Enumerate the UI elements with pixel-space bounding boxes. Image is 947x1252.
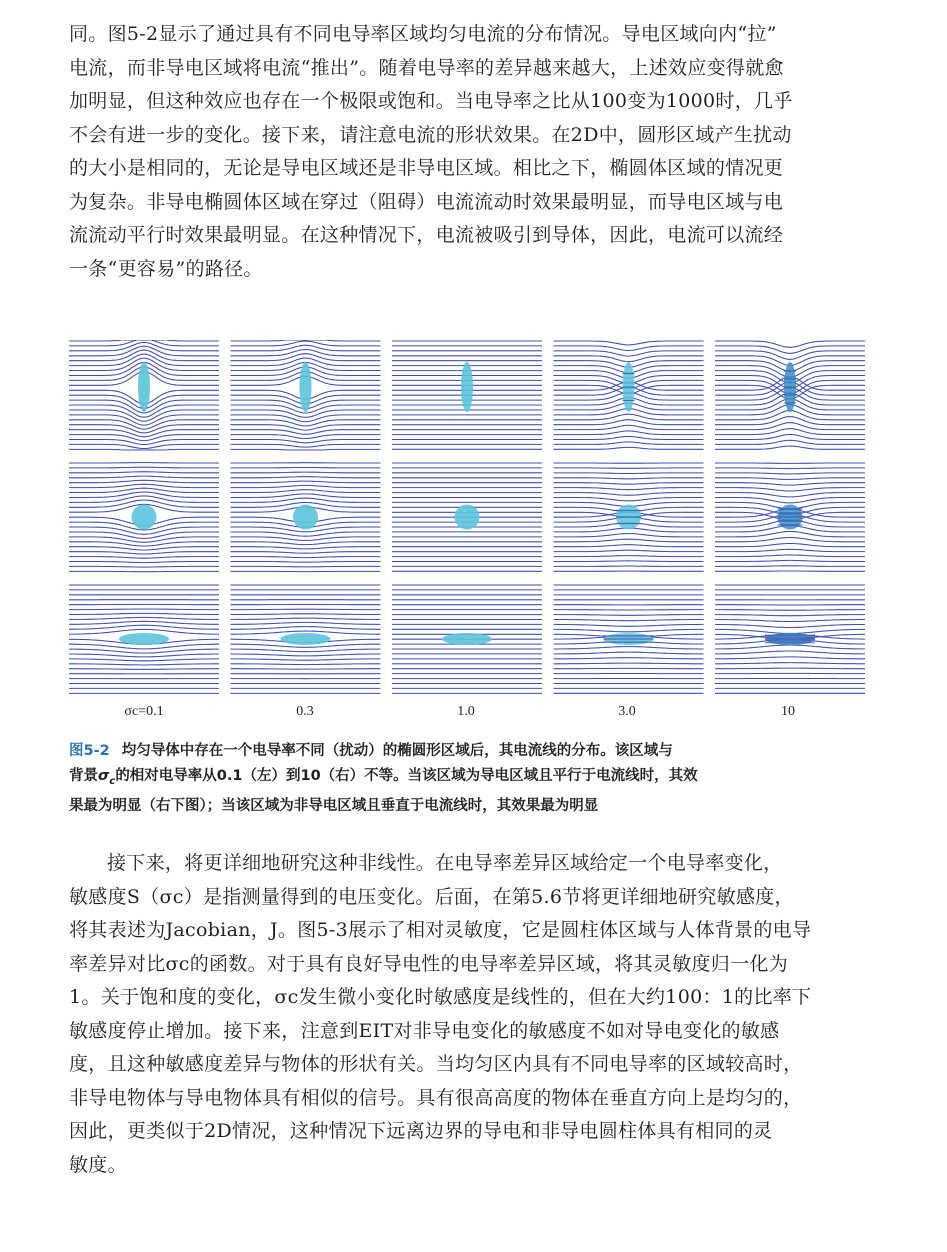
inclusion-region: [461, 362, 473, 412]
current-streamline: [231, 557, 381, 558]
current-streamline: [554, 442, 704, 445]
inclusion-region: [293, 505, 318, 530]
inclusion-region: [119, 633, 169, 645]
text-line: 敏度。: [69, 1153, 127, 1176]
text-line: 因此，更类似于2D情况，这种情况下远离边界的导电和非导电圆柱体具有相同的灵: [69, 1120, 773, 1142]
current-streamline: [69, 649, 219, 653]
current-streamline: [231, 481, 381, 483]
current-streamline: [231, 566, 381, 567]
current-streamline: [554, 663, 704, 664]
current-streamline: [715, 651, 865, 654]
current-streamline: [554, 425, 704, 429]
current-streamline: [715, 435, 865, 440]
current-streamline: [554, 346, 704, 351]
current-streamline: [554, 615, 704, 616]
text-line: 非导电物体与导电物体具有相似的信号。具有很高高度的物体在垂直方向上是均匀的，: [69, 1086, 803, 1109]
current-streamline: [69, 557, 219, 559]
inclusion-region: [132, 505, 157, 530]
current-streamline: [69, 664, 219, 665]
column-label: σc=0.1: [124, 704, 164, 719]
column-label: 1.0: [457, 704, 475, 719]
current-streamline: [554, 624, 704, 626]
current-streamline: [554, 498, 704, 501]
text-line: 度，且这种敏感度差异与物体的形状有关。当均匀区内具有不同电导率的区域较高时，: [69, 1053, 803, 1075]
current-streamline: [69, 552, 219, 554]
current-streamline: [231, 415, 381, 422]
current-streamline: [231, 664, 381, 665]
current-streamline: [69, 625, 219, 629]
inclusion-region: [281, 633, 331, 645]
current-streamline: [231, 547, 381, 549]
current-streamline: [715, 468, 865, 469]
current-streamline: [554, 420, 704, 425]
figure-number: 图5-2: [69, 743, 110, 759]
current-streamline: [231, 494, 381, 498]
current-streamline: [715, 610, 865, 611]
current-streamline: [554, 545, 704, 547]
current-streamline: [715, 417, 865, 425]
text-line: 一条“更容易”的路径。: [69, 257, 263, 280]
current-streamline: [554, 478, 704, 479]
text-line: 同。图5-2显示了通过具有不同电导率区域均匀电流的分布情况。导电区域向内“拉”: [69, 23, 777, 45]
current-streamline: [715, 538, 865, 542]
current-streamline: [231, 435, 381, 439]
current-streamline: [715, 668, 865, 669]
current-streamline: [554, 652, 704, 654]
current-streamline: [69, 609, 219, 610]
streamline-figure: [69, 340, 865, 705]
caption-text: 果最为明显（右下图）；当该区域为非导电区域且垂直于电流线时，其效果最为明显: [69, 797, 599, 814]
current-streamline: [231, 618, 381, 619]
current-streamline: [69, 562, 219, 563]
current-streamline: [715, 624, 865, 627]
text-line: 率差异对比σc的函数。对于具有良好导电性的电导率差异区域，将其灵敏度归一化为: [69, 952, 789, 975]
streamline-panel: [554, 463, 704, 571]
current-streamline: [715, 544, 865, 547]
current-streamline: [715, 473, 865, 474]
text-line: 的大小是相同的，无论是导电区域还是非导电区域。相比之下，椭圆体区域的情况更: [69, 157, 784, 179]
text-line: 敏感度停止增加。接下来，注意到EIT对非导电变化的敏感度不如对导电变化的敏感: [69, 1019, 780, 1042]
text-line: 流流动平行时效果最明显。在这种情况下，电流被吸引到导体，因此，电流可以流经: [69, 224, 784, 246]
current-streamline: [231, 654, 381, 656]
inclusion-region: [300, 362, 312, 412]
current-streamline: [69, 484, 219, 487]
streamline-panel: [392, 585, 542, 693]
current-streamline: [69, 659, 219, 661]
current-streamline: [69, 654, 219, 657]
current-streamline: [554, 447, 704, 449]
streamline-panel: [231, 463, 381, 572]
current-streamline: [715, 615, 865, 616]
text-line: 接下来，将更详细地研究这种非线性。在电导率差异区域给定一个电导率变化，: [107, 852, 783, 874]
current-streamline: [231, 490, 381, 493]
inclusion-region: [442, 633, 492, 645]
sigma-symbol: σ: [98, 768, 110, 784]
sigma-subscript: c: [109, 775, 116, 787]
current-streamline: [231, 498, 381, 502]
current-streamline: [715, 657, 865, 659]
current-streamline: [231, 622, 381, 624]
caption-text: 均匀导体中存在一个电导率不同（扰动）的椭圆形区域后，其电流线的分布。该区域与: [121, 743, 673, 759]
current-streamline: [231, 537, 381, 541]
current-streamline: [715, 351, 865, 360]
current-streamline: [231, 449, 381, 450]
body-paragraph-bottom: [69, 847, 865, 1182]
current-streamline: [715, 560, 865, 561]
streamline-panel: [69, 340, 219, 450]
streamline-panel: [231, 585, 381, 693]
current-streamline: [554, 483, 704, 485]
current-streamline: [231, 562, 381, 563]
current-streamline: [715, 663, 865, 664]
text-line: 电流，而非导电区域将电流“推出”。随着电导率的差异越来越大，上述效应变得就愈: [69, 56, 784, 79]
text-line: 1。关于饱和度的变化，σc发生微小变化时敏感度是线性的，但在大约100：1的比率下: [69, 986, 812, 1008]
current-streamline: [69, 467, 219, 468]
current-streamline: [69, 621, 219, 624]
current-streamline: [554, 431, 704, 435]
current-streamline: [554, 539, 704, 542]
text-line: 为复杂。非导电椭圆体区域在穿过（阻碍）电流流动时效果最明显，而导电区域与电: [69, 190, 784, 213]
text-line: 敏感度S（σc）是指测量得到的电压变化。后面，在第5.6节将更详细地研究敏感度，: [69, 885, 794, 908]
current-streamline: [554, 341, 704, 345]
current-streamline: [554, 493, 704, 496]
current-streamline: [715, 483, 865, 485]
current-streamline: [231, 614, 381, 615]
current-streamline: [715, 488, 865, 491]
current-streamline: [231, 472, 381, 473]
current-streamline: [554, 556, 704, 557]
current-streamline: [69, 566, 219, 567]
figure-caption: [69, 739, 865, 819]
current-streamline: [231, 542, 381, 545]
current-streamline: [231, 485, 381, 487]
current-streamline: [715, 493, 865, 497]
current-streamline: [715, 446, 865, 449]
current-streamline: [231, 659, 381, 660]
current-streamline: [231, 440, 381, 443]
current-streamline: [554, 620, 704, 621]
current-streamline: [231, 532, 381, 536]
current-streamline: [231, 477, 381, 478]
current-streamline: [231, 354, 381, 361]
current-streamline: [715, 566, 865, 567]
current-streamline: [554, 473, 704, 474]
current-streamline: [69, 547, 219, 550]
current-streamline: [69, 449, 219, 450]
caption-text: 的相对电导率从0.1（左）到10（右）不等。当该区域为导电区域且平行于电流线时，其效: [115, 768, 698, 784]
current-streamline: [715, 478, 865, 480]
current-streamline: [69, 617, 219, 619]
current-streamline: [69, 532, 219, 538]
current-streamline: [231, 649, 381, 652]
current-streamline: [715, 645, 865, 649]
streamline-panel: [554, 585, 704, 693]
current-streamline: [554, 488, 704, 490]
current-streamline: [554, 647, 704, 649]
current-streamline: [231, 627, 381, 630]
text-line: 不会有进一步的变化。接下来，请注意电流的形状效果。在2D中，圆形区域产生扰动: [69, 123, 792, 146]
current-streamline: [715, 555, 865, 557]
current-streamline: [554, 436, 704, 439]
streamline-panel: [231, 340, 381, 450]
caption-text: 背景: [69, 768, 98, 784]
current-streamline: [715, 629, 865, 633]
current-streamline: [69, 613, 219, 614]
inclusion-region: [455, 505, 480, 530]
streamline-panel: [69, 463, 219, 572]
current-streamline: [231, 444, 381, 447]
inclusion-region: [138, 362, 150, 412]
current-streamline: [715, 620, 865, 622]
column-label: 10: [781, 704, 795, 719]
streamline-panel: [715, 463, 865, 571]
current-streamline: [554, 658, 704, 659]
current-streamline: [554, 550, 704, 551]
current-streamline: [715, 549, 865, 551]
current-streamline: [69, 472, 219, 473]
current-streamline: [554, 561, 704, 562]
current-streamline: [69, 476, 219, 478]
streamline-panel: [715, 341, 865, 449]
text-line: 将其表述为Jacobian，J。图5-3展示了相对灵敏度，它是圆柱体区域与人体背景的电导: [69, 919, 812, 941]
current-streamline: [69, 480, 219, 482]
column-label: 3.0: [618, 704, 636, 719]
current-streamline: [715, 440, 865, 444]
streamline-panel: [392, 463, 542, 571]
streamline-panel: [392, 341, 542, 449]
text-line: 加明显，但这种效应也存在一个极限或饱和。当电导率之比从100变为1000时，几乎: [69, 90, 793, 112]
streamline-panel: [554, 341, 704, 449]
streamline-panel: [69, 585, 219, 693]
current-streamline: [69, 669, 219, 670]
column-labels: [69, 702, 865, 726]
column-label: 0.3: [296, 704, 314, 719]
body-paragraph-top: [69, 18, 865, 286]
streamline-panel: [715, 585, 865, 693]
current-streamline: [554, 629, 704, 631]
current-streamline: [554, 534, 704, 537]
current-streamline: [231, 552, 381, 554]
